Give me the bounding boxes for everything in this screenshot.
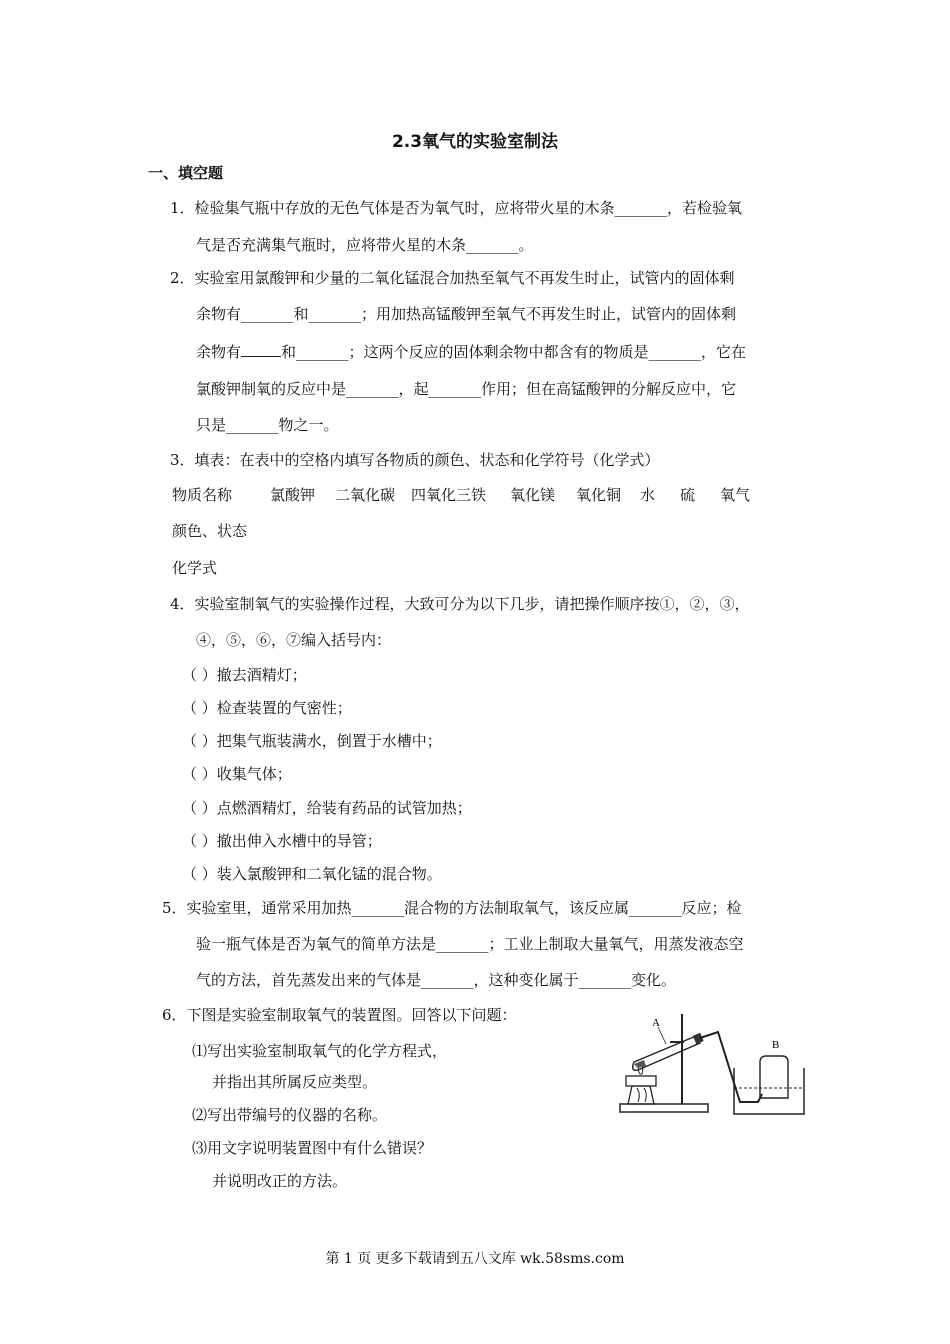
q5-line3: 气的方法，首先蒸发出来的气体是_______，这种变化属于_______变化。: [196, 971, 677, 989]
q2-line3-end: 和_______；这两个反应的固体剩余物中都含有的物质是_______，它在: [281, 343, 747, 361]
water-trough: [734, 1068, 804, 1114]
table-header-cell: 四氧化三铁: [411, 486, 487, 504]
q2-line2: 余物有_______和_______；用加热高锰酸钾至氧气不再发生时止，试管内的固体剩: [196, 305, 737, 323]
table-header-cell: 氧化铜: [576, 486, 622, 504]
q2-line3-start: 余物有: [196, 343, 242, 361]
q1-line1: 1．检验集气瓶中存放的无色气体是否为氧气时，应将带火星的木条_______，若检验氧: [170, 199, 743, 217]
label-b: B: [772, 1039, 780, 1051]
table-header-cell: 二氧化碳: [335, 486, 396, 504]
label-a-leader: [658, 1027, 666, 1044]
oxygen-apparatus-figure: [600, 1010, 815, 1120]
lamp-holder: [626, 1076, 656, 1086]
q2-line4: 氯酸钾制氧的反应中是_______，起_______作用；但在高锰酸钾的分解反应中，它: [196, 380, 737, 398]
table-header-cell: 氯酸钾: [270, 486, 316, 504]
stand-base: [620, 1104, 708, 1112]
q4-step-item[interactable]: （ ）把集气瓶装满水，倒置于水槽中；: [182, 732, 442, 750]
q4-line1: 4．实验室制氧气的实验操作过程，大致可分为以下几步，请把操作顺序按①，②，③，: [170, 595, 750, 613]
table-header-cell: 物质名称: [172, 486, 233, 504]
q4-step-item[interactable]: （ ）检查装置的气密性；: [182, 699, 352, 717]
q3-intro: 3．填表：在表中的空格内填写各物质的颜色、状态和化学符号（化学式）: [170, 451, 660, 469]
q4-step-item[interactable]: （ ）收集气体；: [182, 765, 292, 783]
q2-line3: [196, 341, 746, 362]
q4-step-item[interactable]: （ ）点燃酒精灯，给装有药品的试管加热；: [182, 799, 472, 817]
q2-line5: 只是_______物之一。: [196, 416, 339, 434]
table-header-cell: 水: [640, 486, 656, 504]
lamp-wick: [637, 1088, 646, 1102]
q6-sub3: ⑶用文字说明装置图中有什么错误？: [192, 1139, 433, 1157]
answer-blank[interactable]: [241, 343, 281, 357]
q6-line1: 6．下图是实验室制取氧气的装置图。回答以下问题：: [162, 1006, 517, 1024]
q6-sub3b: 并说明改正的方法。: [212, 1172, 348, 1190]
table-row-label: 化学式: [172, 559, 218, 577]
table-header-cell: 硫: [680, 486, 696, 504]
page-footer: 第 1 页 更多下载请到五八文库 wk.58sms.com: [325, 1251, 625, 1267]
q6-sub2: ⑵写出带编号的仪器的名称。: [192, 1106, 388, 1124]
q5-line2: 验一瓶气体是否为氧气的简单方法是_______；工业上制取大量氧气，用蒸发液态空: [196, 935, 744, 953]
q6-sub1b: 并指出其所属反应类型。: [212, 1073, 378, 1091]
q2-line1: 2．实验室用氯酸钾和少量的二氧化锰混合加热至氧气不再发生时止，试管内的固体剩: [170, 269, 735, 287]
page-title: 2.3氧气的实验室制法: [391, 132, 559, 152]
label-a: A: [652, 1017, 660, 1029]
alcohol-lamp: [628, 1086, 654, 1104]
q4-line2: ④，⑤，⑥，⑦编入括号内：: [196, 631, 392, 649]
q1-line2: 气是否充满集气瓶时，应将带火星的木条_______。: [196, 236, 534, 254]
table-header-cell: 氧气: [720, 486, 751, 504]
q6-sub1: ⑴写出实验室制取氧气的化学方程式，: [192, 1042, 448, 1060]
table-row-label: 颜色、状态: [172, 522, 248, 540]
delivery-tube: [700, 1032, 762, 1102]
table-header-cell: 氧化镁: [510, 486, 556, 504]
q4-step-item[interactable]: （ ）撤出伸入水槽中的导管；: [182, 832, 382, 850]
q4-step-item[interactable]: （ ）装入氯酸钾和二氧化锰的混合物。: [182, 865, 442, 883]
stopper: [693, 1033, 704, 1044]
q5-line1: 5．实验室里，通常采用加热_______混合物的方法制取氧气，该反应属_______反应；检: [162, 899, 742, 917]
q4-step-item[interactable]: （ ）撤去酒精灯；: [182, 666, 307, 684]
gas-jar: [760, 1056, 788, 1098]
section-heading: 一、填空题: [148, 164, 224, 182]
